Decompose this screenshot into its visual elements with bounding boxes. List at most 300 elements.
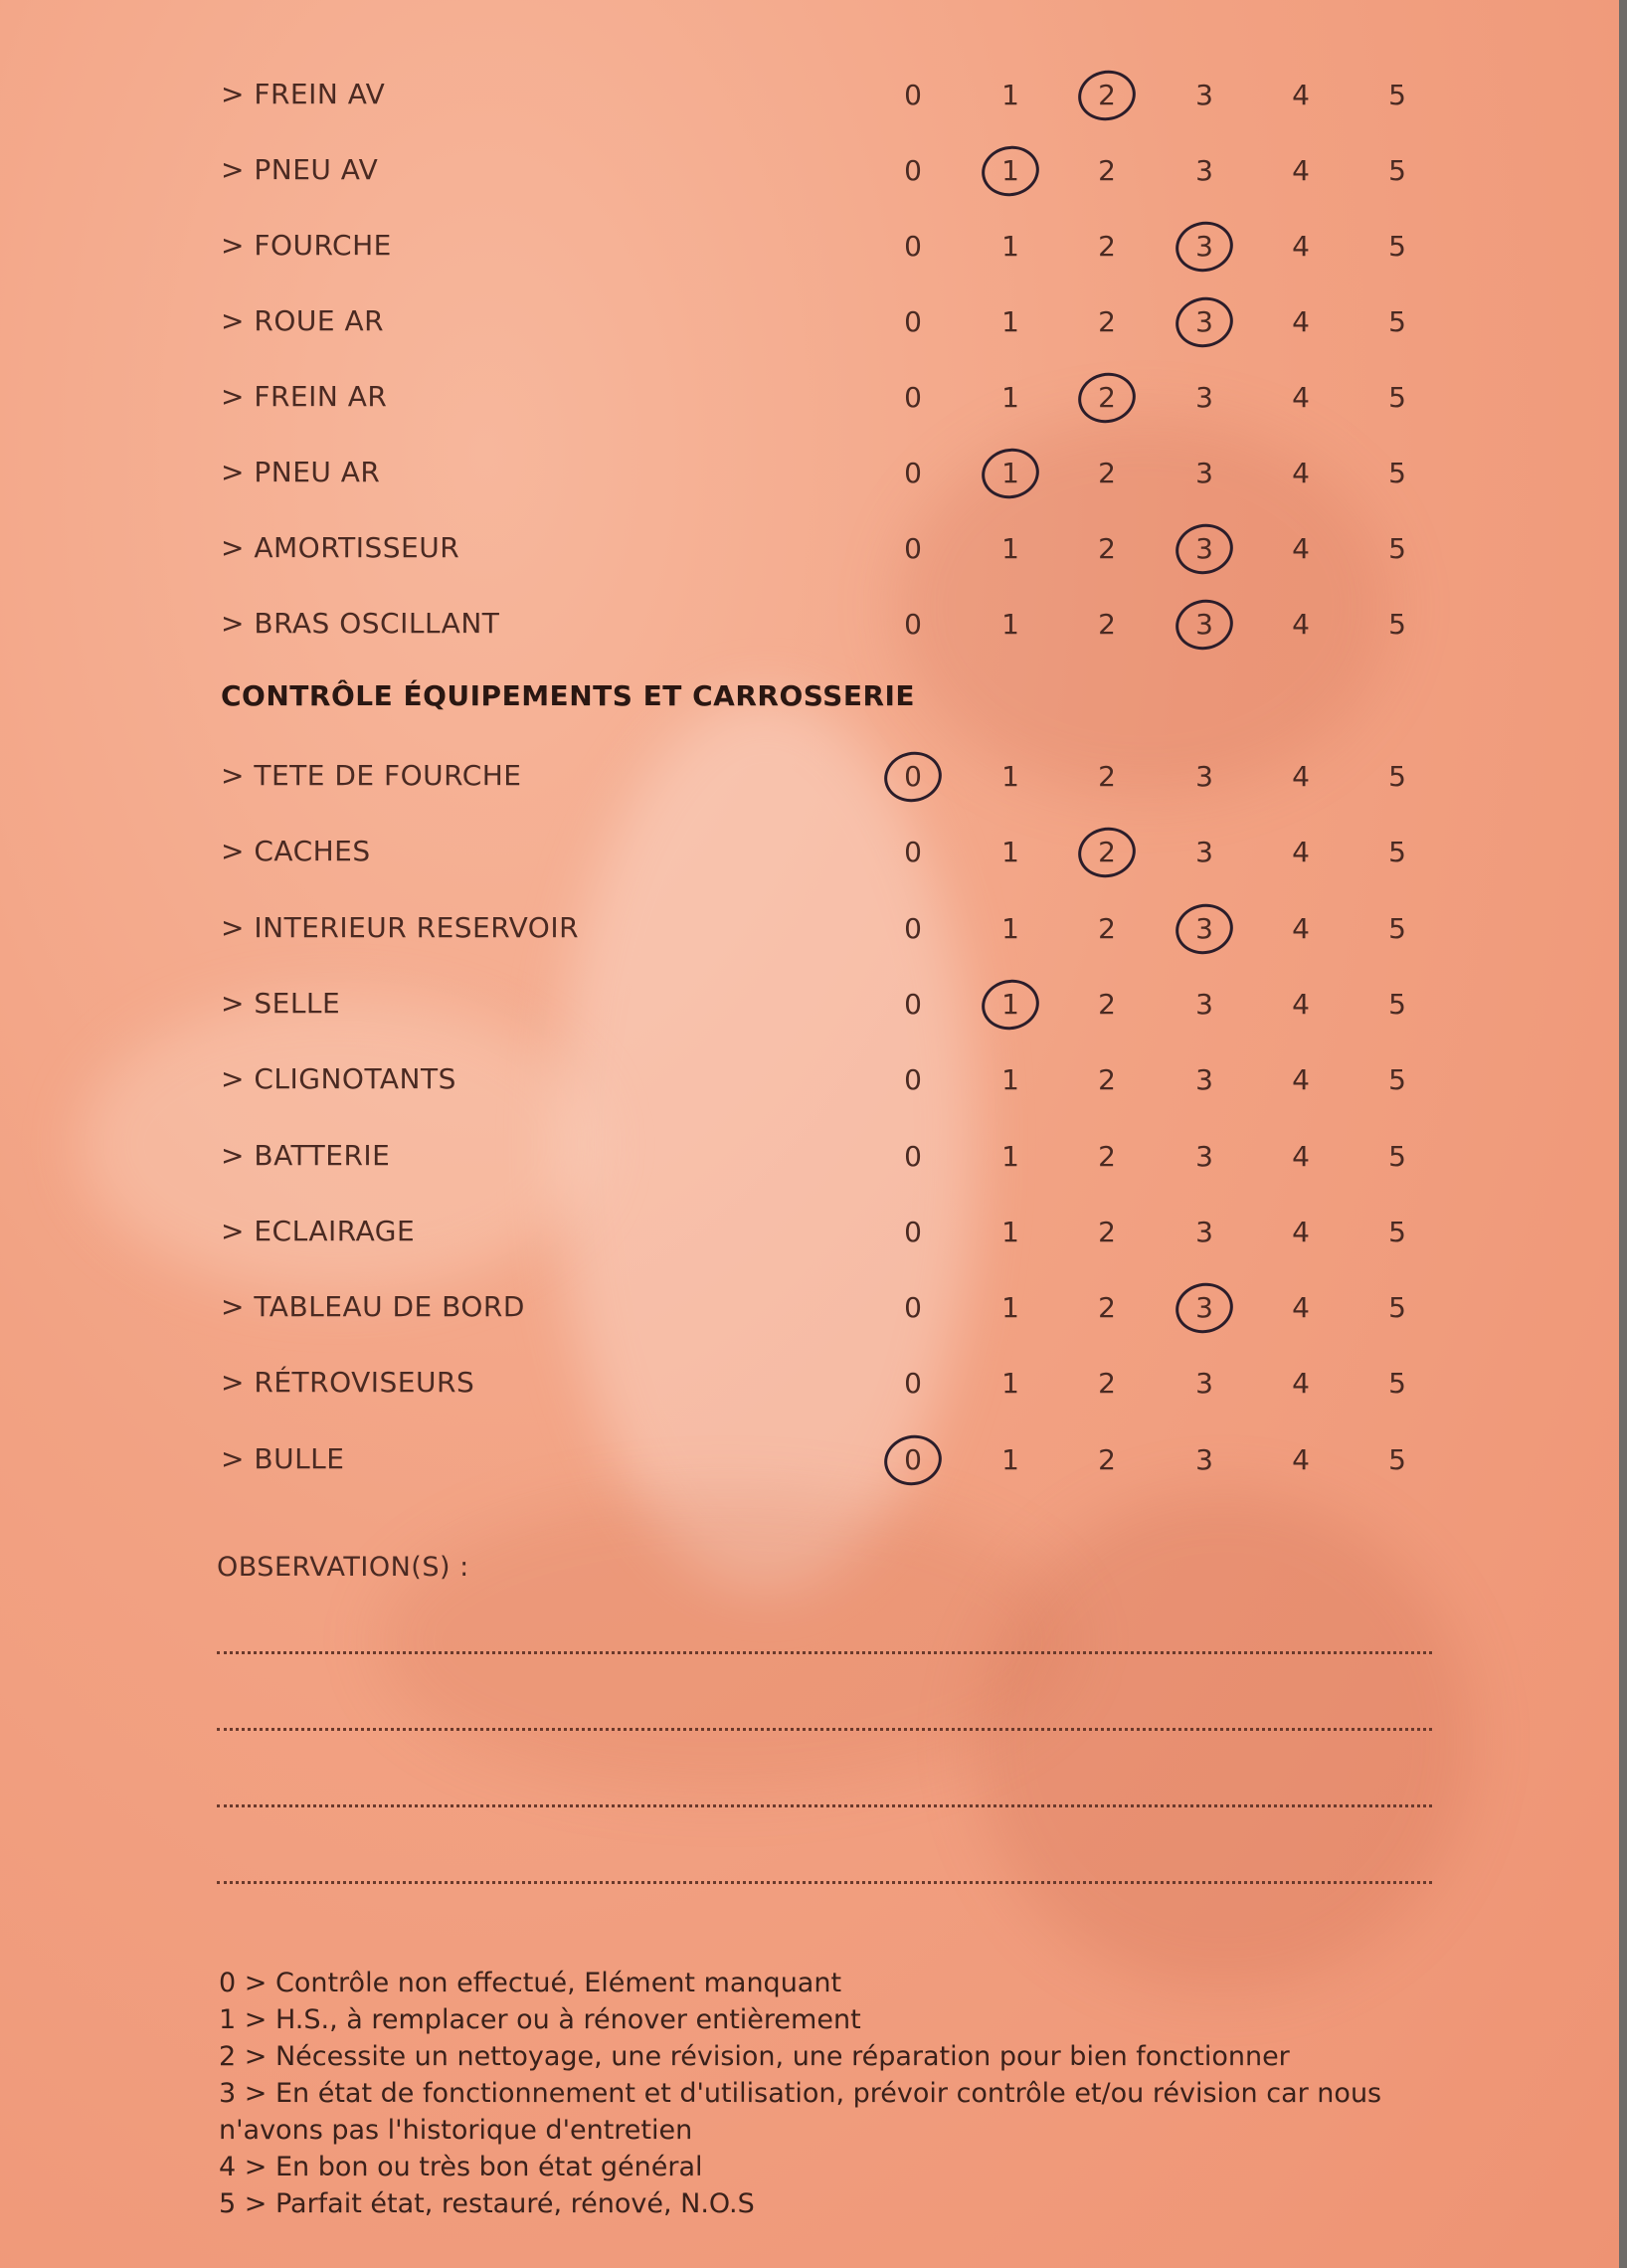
rating-option-1[interactable] bbox=[983, 1213, 1038, 1252]
rating-option-1[interactable] bbox=[983, 833, 1038, 872]
rating-option-0[interactable] bbox=[885, 1137, 941, 1177]
rating-option-5[interactable] bbox=[1369, 529, 1425, 569]
legend-line: 0 > Contrôle non effectué, Elément manquant bbox=[219, 1968, 842, 1998]
legend-line: 5 > Parfait état, restauré, rénové, N.O.S bbox=[219, 2188, 755, 2219]
rating-value: 2 bbox=[1098, 987, 1116, 1021]
rating-value: 4 bbox=[1292, 1139, 1310, 1173]
rating-option-2[interactable] bbox=[1079, 1364, 1135, 1404]
rating-option-5[interactable] bbox=[1369, 151, 1425, 191]
observation-line[interactable] bbox=[217, 1804, 1432, 1807]
rating-value: 3 bbox=[1195, 457, 1213, 489]
rating-value: 5 bbox=[1388, 608, 1406, 641]
rating-value: 4 bbox=[1292, 1215, 1310, 1248]
rating-value: 1 bbox=[1001, 457, 1019, 489]
rating-option-0[interactable] bbox=[885, 1288, 941, 1328]
item-label: > PNEU AV bbox=[221, 153, 379, 186]
rating-value: 3 bbox=[1195, 1139, 1213, 1173]
rating-option-4[interactable] bbox=[1273, 1137, 1329, 1177]
circled-mark bbox=[1073, 368, 1140, 429]
rating-option-2[interactable] bbox=[1079, 1060, 1135, 1100]
checklist-row bbox=[0, 899, 1619, 955]
rating-scale bbox=[0, 1127, 1619, 1183]
rating-value: 3 bbox=[1195, 154, 1213, 187]
rating-value: 2 bbox=[1098, 79, 1116, 111]
rating-value: 1 bbox=[1001, 987, 1019, 1021]
rating-scale bbox=[0, 1354, 1619, 1410]
circled-mark bbox=[1171, 217, 1237, 278]
rating-option-1[interactable] bbox=[983, 1137, 1038, 1177]
rating-option-4[interactable] bbox=[1273, 1213, 1329, 1252]
rating-option-2[interactable] bbox=[1079, 1213, 1135, 1252]
rating-value: 1 bbox=[1001, 1215, 1019, 1248]
rating-value: 2 bbox=[1098, 608, 1116, 641]
rating-option-5[interactable] bbox=[1369, 1213, 1425, 1252]
rating-value: 1 bbox=[1001, 1442, 1019, 1476]
rating-value: 0 bbox=[904, 760, 922, 793]
rating-value: 5 bbox=[1388, 1367, 1406, 1401]
observations-title: OBSERVATION(S) : bbox=[217, 1552, 469, 1583]
item-label: > INTERIEUR RESERVOIR bbox=[221, 910, 580, 944]
rating-value: 2 bbox=[1098, 760, 1116, 793]
rating-value: 5 bbox=[1388, 836, 1406, 869]
rating-value: 4 bbox=[1292, 381, 1310, 414]
rating-option-3[interactable] bbox=[1176, 833, 1232, 872]
circled-mark bbox=[1073, 823, 1140, 883]
checklist-row bbox=[0, 444, 1619, 499]
rating-option-4[interactable] bbox=[1273, 454, 1329, 493]
rating-option-1[interactable] bbox=[983, 1060, 1038, 1100]
rating-value: 4 bbox=[1292, 532, 1310, 565]
rating-value: 4 bbox=[1292, 230, 1310, 263]
item-label: > BRAS OSCILLANT bbox=[221, 607, 500, 640]
checklist-row bbox=[0, 1050, 1619, 1106]
rating-option-2[interactable] bbox=[1079, 529, 1135, 569]
rating-value: 2 bbox=[1098, 457, 1116, 489]
rating-option-2[interactable] bbox=[1079, 76, 1135, 115]
section-heading: CONTRÔLE ÉQUIPEMENTS ET CARROSSERIE bbox=[221, 679, 916, 712]
rating-option-5[interactable] bbox=[1369, 1364, 1425, 1404]
rating-option-0[interactable] bbox=[885, 909, 941, 949]
rating-scale bbox=[0, 519, 1619, 575]
circled-mark bbox=[1073, 66, 1140, 126]
rating-option-1[interactable] bbox=[983, 151, 1038, 191]
item-label: > ROUE AR bbox=[221, 304, 385, 337]
rating-value: 3 bbox=[1195, 1215, 1213, 1248]
rating-value: 0 bbox=[904, 154, 922, 187]
legend-line: 4 > En bon ou très bon état général bbox=[219, 2152, 703, 2182]
rating-option-0[interactable] bbox=[885, 227, 941, 267]
rating-value: 3 bbox=[1195, 1063, 1213, 1097]
rating-option-1[interactable] bbox=[983, 76, 1038, 115]
rating-value: 1 bbox=[1001, 532, 1019, 565]
rating-option-4[interactable] bbox=[1273, 151, 1329, 191]
rating-value: 1 bbox=[1001, 608, 1019, 641]
rating-value: 0 bbox=[904, 230, 922, 263]
item-label: > PNEU AR bbox=[221, 456, 381, 488]
item-label: > CLIGNOTANTS bbox=[221, 1062, 456, 1096]
rating-value: 2 bbox=[1098, 911, 1116, 945]
rating-value: 0 bbox=[904, 305, 922, 338]
rating-option-3[interactable] bbox=[1176, 757, 1232, 797]
rating-option-0[interactable] bbox=[885, 1060, 941, 1100]
rating-option-3[interactable] bbox=[1176, 302, 1232, 342]
circled-mark bbox=[1171, 595, 1237, 656]
rating-option-1[interactable] bbox=[983, 909, 1038, 949]
rating-option-0[interactable] bbox=[885, 529, 941, 569]
rating-scale bbox=[0, 1430, 1619, 1486]
rating-option-0[interactable] bbox=[885, 985, 941, 1025]
rating-option-0[interactable] bbox=[885, 1440, 941, 1480]
rating-scale bbox=[0, 747, 1619, 803]
rating-option-1[interactable] bbox=[983, 605, 1038, 645]
rating-option-3[interactable] bbox=[1176, 378, 1232, 418]
rating-value: 1 bbox=[1001, 760, 1019, 793]
checklist-row bbox=[0, 595, 1619, 651]
checklist-row bbox=[0, 975, 1619, 1031]
rating-value: 2 bbox=[1098, 836, 1116, 869]
rating-value: 0 bbox=[904, 987, 922, 1021]
rating-value: 0 bbox=[904, 911, 922, 945]
circled-mark bbox=[879, 1429, 946, 1490]
rating-option-0[interactable] bbox=[885, 302, 941, 342]
rating-value: 1 bbox=[1001, 1063, 1019, 1097]
rating-option-1[interactable] bbox=[983, 1288, 1038, 1328]
stain bbox=[975, 1492, 1472, 1989]
rating-value: 5 bbox=[1388, 760, 1406, 793]
rating-option-2[interactable] bbox=[1079, 227, 1135, 267]
rating-value: 2 bbox=[1098, 381, 1116, 414]
rating-value: 4 bbox=[1292, 1063, 1310, 1097]
rating-option-1[interactable] bbox=[983, 529, 1038, 569]
circled-mark bbox=[1171, 898, 1237, 959]
rating-option-1[interactable] bbox=[983, 454, 1038, 493]
rating-scale bbox=[0, 975, 1619, 1031]
rating-value: 5 bbox=[1388, 1215, 1406, 1248]
rating-scale bbox=[0, 217, 1619, 273]
rating-value: 3 bbox=[1195, 987, 1213, 1021]
rating-scale bbox=[0, 1278, 1619, 1334]
rating-value: 5 bbox=[1388, 457, 1406, 489]
rating-option-5[interactable] bbox=[1369, 454, 1425, 493]
circled-mark bbox=[1171, 519, 1237, 580]
rating-option-4[interactable] bbox=[1273, 833, 1329, 872]
rating-option-2[interactable] bbox=[1079, 833, 1135, 872]
rating-value: 0 bbox=[904, 1367, 922, 1401]
rating-value: 0 bbox=[904, 457, 922, 489]
rating-value: 2 bbox=[1098, 230, 1116, 263]
checklist-row bbox=[0, 292, 1619, 348]
rating-option-3[interactable] bbox=[1176, 1060, 1232, 1100]
rating-option-3[interactable] bbox=[1176, 1440, 1232, 1480]
item-label: > BULLE bbox=[221, 1441, 345, 1475]
rating-value: 1 bbox=[1001, 911, 1019, 945]
rating-value: 2 bbox=[1098, 532, 1116, 565]
rating-legend bbox=[219, 1965, 1442, 2222]
item-label: > TABLEAU DE BORD bbox=[221, 1290, 525, 1324]
item-label: > BATTERIE bbox=[221, 1138, 391, 1172]
rating-value: 2 bbox=[1098, 154, 1116, 187]
circled-mark bbox=[1171, 1278, 1237, 1339]
legend-line: n'avons pas l'historique d'entretien bbox=[219, 2115, 693, 2146]
item-label: > SELLE bbox=[221, 986, 341, 1020]
checklist-row bbox=[0, 217, 1619, 273]
rating-option-3[interactable] bbox=[1176, 1288, 1232, 1328]
rating-option-5[interactable] bbox=[1369, 76, 1425, 115]
rating-value: 5 bbox=[1388, 911, 1406, 945]
rating-option-3[interactable] bbox=[1176, 76, 1232, 115]
rating-option-1[interactable] bbox=[983, 378, 1038, 418]
checklist-row bbox=[0, 1203, 1619, 1258]
rating-value: 1 bbox=[1001, 1139, 1019, 1173]
rating-scale bbox=[0, 1203, 1619, 1258]
legend-line: 3 > En état de fonctionnement et d'utilisation, prévoir contrôle et/ou révision car nous bbox=[219, 2078, 1382, 2109]
observation-line[interactable] bbox=[217, 1728, 1432, 1731]
observation-line[interactable] bbox=[217, 1881, 1432, 1884]
rating-option-1[interactable] bbox=[983, 985, 1038, 1025]
rating-value: 1 bbox=[1001, 305, 1019, 338]
rating-value: 2 bbox=[1098, 1442, 1116, 1476]
rating-value: 5 bbox=[1388, 1063, 1406, 1097]
rating-value: 5 bbox=[1388, 381, 1406, 414]
checklist-row bbox=[0, 66, 1619, 121]
checklist-row bbox=[0, 519, 1619, 575]
rating-value: 0 bbox=[904, 836, 922, 869]
rating-value: 4 bbox=[1292, 911, 1310, 945]
rating-value: 5 bbox=[1388, 1291, 1406, 1325]
rating-value: 4 bbox=[1292, 1291, 1310, 1325]
rating-value: 1 bbox=[1001, 381, 1019, 414]
rating-option-2[interactable] bbox=[1079, 605, 1135, 645]
rating-value: 2 bbox=[1098, 305, 1116, 338]
rating-value: 4 bbox=[1292, 79, 1310, 111]
rating-option-4[interactable] bbox=[1273, 1364, 1329, 1404]
rating-value: 4 bbox=[1292, 457, 1310, 489]
legend-line: 1 > H.S., à remplacer ou à rénover entièrement bbox=[219, 2004, 861, 2035]
rating-option-2[interactable] bbox=[1079, 1440, 1135, 1480]
rating-value: 3 bbox=[1195, 911, 1213, 945]
rating-value: 5 bbox=[1388, 1442, 1406, 1476]
rating-option-4[interactable] bbox=[1273, 605, 1329, 645]
rating-option-4[interactable] bbox=[1273, 76, 1329, 115]
rating-option-4[interactable] bbox=[1273, 757, 1329, 797]
rating-value: 1 bbox=[1001, 79, 1019, 111]
rating-option-5[interactable] bbox=[1369, 909, 1425, 949]
rating-value: 2 bbox=[1098, 1367, 1116, 1401]
rating-value: 1 bbox=[1001, 230, 1019, 263]
rating-scale bbox=[0, 595, 1619, 651]
rating-value: 3 bbox=[1195, 1291, 1213, 1325]
checklist-row bbox=[0, 747, 1619, 803]
rating-option-3[interactable] bbox=[1176, 1364, 1232, 1404]
checklist-row bbox=[0, 1127, 1619, 1183]
rating-scale bbox=[0, 66, 1619, 121]
rating-scale bbox=[0, 368, 1619, 424]
rating-option-2[interactable] bbox=[1079, 985, 1135, 1025]
rating-value: 3 bbox=[1195, 230, 1213, 263]
rating-value: 5 bbox=[1388, 532, 1406, 565]
rating-value: 4 bbox=[1292, 305, 1310, 338]
rating-option-2[interactable] bbox=[1079, 454, 1135, 493]
rating-value: 5 bbox=[1388, 305, 1406, 338]
item-label: > RÉTROVISEURS bbox=[221, 1366, 475, 1400]
rating-option-3[interactable] bbox=[1176, 227, 1232, 267]
rating-value: 0 bbox=[904, 1063, 922, 1097]
stain bbox=[378, 1492, 1074, 1791]
rating-value: 4 bbox=[1292, 836, 1310, 869]
rating-value: 3 bbox=[1195, 836, 1213, 869]
rating-option-3[interactable] bbox=[1176, 1137, 1232, 1177]
rating-option-5[interactable] bbox=[1369, 1440, 1425, 1480]
rating-option-5[interactable] bbox=[1369, 378, 1425, 418]
rating-value: 2 bbox=[1098, 1291, 1116, 1325]
rating-scale bbox=[0, 141, 1619, 197]
checklist-row bbox=[0, 1354, 1619, 1410]
rating-option-4[interactable] bbox=[1273, 1288, 1329, 1328]
rating-option-4[interactable] bbox=[1273, 1440, 1329, 1480]
checklist-row bbox=[0, 1430, 1619, 1486]
rating-option-2[interactable] bbox=[1079, 378, 1135, 418]
rating-value: 4 bbox=[1292, 760, 1310, 793]
rating-value: 0 bbox=[904, 608, 922, 641]
rating-value: 2 bbox=[1098, 1063, 1116, 1097]
rating-option-5[interactable] bbox=[1369, 1060, 1425, 1100]
circled-mark bbox=[977, 141, 1043, 202]
rating-value: 3 bbox=[1195, 1442, 1213, 1476]
rating-option-0[interactable] bbox=[885, 454, 941, 493]
rating-option-2[interactable] bbox=[1079, 302, 1135, 342]
rating-option-0[interactable] bbox=[885, 378, 941, 418]
rating-scale bbox=[0, 899, 1619, 955]
checklist-row bbox=[0, 823, 1619, 878]
rating-option-0[interactable] bbox=[885, 151, 941, 191]
rating-option-4[interactable] bbox=[1273, 529, 1329, 569]
rating-option-0[interactable] bbox=[885, 833, 941, 872]
rating-option-2[interactable] bbox=[1079, 757, 1135, 797]
rating-option-4[interactable] bbox=[1273, 985, 1329, 1025]
rating-option-1[interactable] bbox=[983, 1440, 1038, 1480]
rating-value: 2 bbox=[1098, 1139, 1116, 1173]
rating-value: 4 bbox=[1292, 987, 1310, 1021]
rating-option-2[interactable] bbox=[1079, 1137, 1135, 1177]
rating-value: 3 bbox=[1195, 305, 1213, 338]
rating-value: 3 bbox=[1195, 760, 1213, 793]
rating-option-3[interactable] bbox=[1176, 151, 1232, 191]
rating-option-5[interactable] bbox=[1369, 227, 1425, 267]
rating-option-0[interactable] bbox=[885, 757, 941, 797]
rating-option-5[interactable] bbox=[1369, 1288, 1425, 1328]
rating-value: 1 bbox=[1001, 1291, 1019, 1325]
rating-value: 0 bbox=[904, 1291, 922, 1325]
rating-option-5[interactable] bbox=[1369, 833, 1425, 872]
rating-value: 3 bbox=[1195, 608, 1213, 641]
rating-option-3[interactable] bbox=[1176, 454, 1232, 493]
rating-value: 0 bbox=[904, 381, 922, 414]
rating-value: 3 bbox=[1195, 1367, 1213, 1401]
circled-mark bbox=[977, 444, 1043, 504]
rating-value: 4 bbox=[1292, 1442, 1310, 1476]
rating-option-4[interactable] bbox=[1273, 909, 1329, 949]
rating-option-4[interactable] bbox=[1273, 1060, 1329, 1100]
rating-value: 5 bbox=[1388, 154, 1406, 187]
rating-option-4[interactable] bbox=[1273, 378, 1329, 418]
rating-option-4[interactable] bbox=[1273, 302, 1329, 342]
rating-value: 0 bbox=[904, 1139, 922, 1173]
rating-option-3[interactable] bbox=[1176, 1213, 1232, 1252]
legend-line: 2 > Nécessite un nettoyage, une révision, une réparation pour bien fonctionner bbox=[219, 2041, 1290, 2072]
rating-value: 4 bbox=[1292, 154, 1310, 187]
rating-option-5[interactable] bbox=[1369, 1137, 1425, 1177]
rating-option-3[interactable] bbox=[1176, 605, 1232, 645]
rating-option-4[interactable] bbox=[1273, 227, 1329, 267]
rating-option-5[interactable] bbox=[1369, 985, 1425, 1025]
rating-value: 0 bbox=[904, 79, 922, 111]
rating-scale bbox=[0, 444, 1619, 499]
rating-option-3[interactable] bbox=[1176, 909, 1232, 949]
checklist-row bbox=[0, 141, 1619, 197]
circled-mark bbox=[1171, 292, 1237, 353]
rating-value: 0 bbox=[904, 532, 922, 565]
rating-option-0[interactable] bbox=[885, 1364, 941, 1404]
rating-scale bbox=[0, 1050, 1619, 1106]
rating-value: 0 bbox=[904, 1442, 922, 1476]
rating-option-3[interactable] bbox=[1176, 985, 1232, 1025]
rating-option-1[interactable] bbox=[983, 302, 1038, 342]
rating-value: 5 bbox=[1388, 987, 1406, 1021]
checklist-row bbox=[0, 368, 1619, 424]
item-label: > AMORTISSEUR bbox=[221, 531, 460, 564]
rating-value: 4 bbox=[1292, 608, 1310, 641]
rating-scale bbox=[0, 292, 1619, 348]
rating-option-2[interactable] bbox=[1079, 909, 1135, 949]
rating-value: 2 bbox=[1098, 1215, 1116, 1248]
rating-value: 1 bbox=[1001, 154, 1019, 187]
rating-value: 1 bbox=[1001, 836, 1019, 869]
rating-option-1[interactable] bbox=[983, 227, 1038, 267]
item-label: > FREIN AV bbox=[221, 78, 386, 110]
rating-option-0[interactable] bbox=[885, 76, 941, 115]
rating-value: 5 bbox=[1388, 79, 1406, 111]
rating-option-1[interactable] bbox=[983, 757, 1038, 797]
rating-option-5[interactable] bbox=[1369, 605, 1425, 645]
rating-option-3[interactable] bbox=[1176, 529, 1232, 569]
rating-option-2[interactable] bbox=[1079, 1288, 1135, 1328]
rating-value: 3 bbox=[1195, 532, 1213, 565]
rating-value: 3 bbox=[1195, 79, 1213, 111]
rating-value: 1 bbox=[1001, 1367, 1019, 1401]
circled-mark bbox=[977, 974, 1043, 1035]
rating-value: 5 bbox=[1388, 230, 1406, 263]
checklist-row bbox=[0, 1278, 1619, 1334]
rating-option-0[interactable] bbox=[885, 605, 941, 645]
rating-option-1[interactable] bbox=[983, 1364, 1038, 1404]
item-label: > FOURCHE bbox=[221, 229, 392, 262]
observation-line[interactable] bbox=[217, 1651, 1432, 1654]
circled-mark bbox=[879, 747, 946, 808]
rating-option-5[interactable] bbox=[1369, 757, 1425, 797]
item-label: > CACHES bbox=[221, 835, 371, 868]
rating-scale bbox=[0, 823, 1619, 878]
item-label: > ECLAIRAGE bbox=[221, 1214, 416, 1247]
rating-value: 4 bbox=[1292, 1367, 1310, 1401]
rating-option-0[interactable] bbox=[885, 1213, 941, 1252]
rating-option-5[interactable] bbox=[1369, 302, 1425, 342]
item-label: > FREIN AR bbox=[221, 380, 388, 413]
rating-value: 3 bbox=[1195, 381, 1213, 414]
rating-value: 0 bbox=[904, 1215, 922, 1248]
rating-option-2[interactable] bbox=[1079, 151, 1135, 191]
rating-value: 5 bbox=[1388, 1139, 1406, 1173]
item-label: > TETE DE FOURCHE bbox=[221, 759, 522, 792]
